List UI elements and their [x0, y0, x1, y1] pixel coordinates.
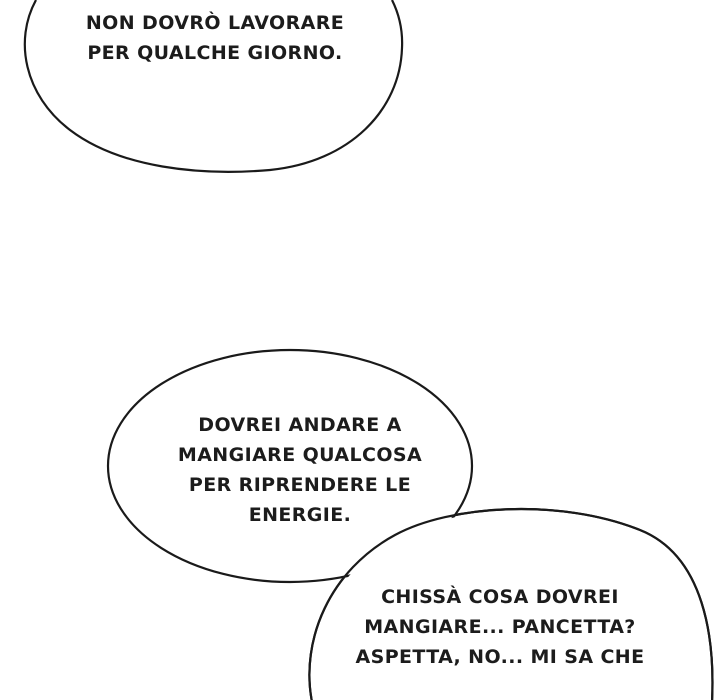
speech-bubble-3-text	[340, 582, 660, 672]
speech-bubble-1-text	[70, 8, 360, 68]
bubble-2-line-4: ENERGIE.	[248, 504, 352, 526]
bubble-2-line-2: MANGIARE QUALCOSA	[177, 444, 423, 466]
bubble-1-line-2: PER QUALCHE GIORNO.	[87, 42, 343, 64]
bubble-2-line-1: DOVREI ANDARE A	[198, 414, 402, 436]
speech-bubble-2-text	[150, 410, 450, 530]
bubble-1-line-1: NON DOVRÒ LAVORARE	[85, 12, 345, 34]
bubble-3-line-1: CHISSÀ COSA DOVREI	[381, 586, 619, 608]
bubble-3-line-3: ASPETTA, NO... MI SA CHE	[355, 646, 645, 668]
bubble-3-line-2: MANGIARE... PANCETTA?	[364, 616, 636, 638]
bubble-2-line-3: PER RIPRENDERE LE	[188, 474, 412, 496]
